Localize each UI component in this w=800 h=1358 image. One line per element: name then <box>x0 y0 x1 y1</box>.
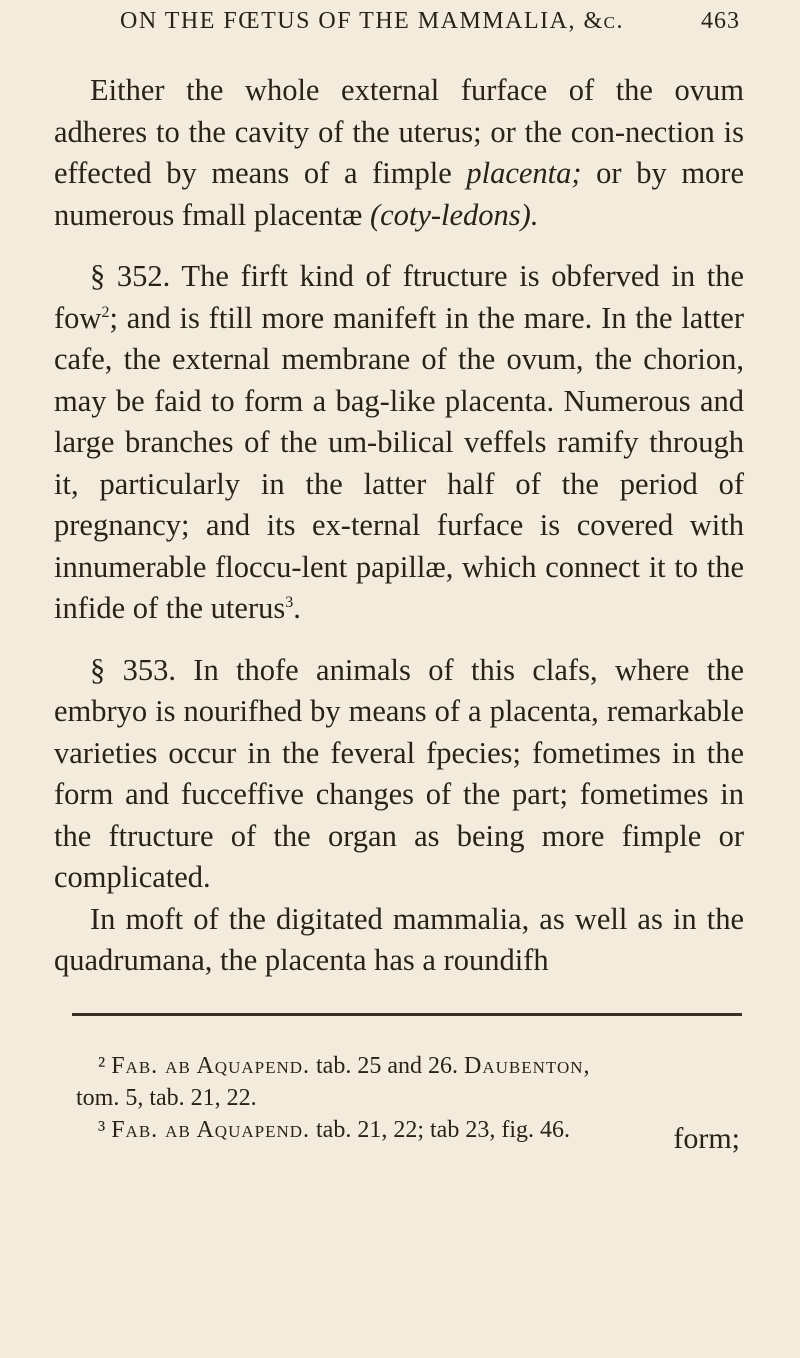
footnote-mark: ² <box>98 1053 106 1079</box>
body-text <box>54 70 744 982</box>
text-run: ; and is ftill more manifeft in the mare. In the latter cafe, the external membrane of the ovum, the chorion, may be faid to form a bag-like placenta. Numerous and large branches of the um-bilical veffels ramify through it, particularly in the latter half of the period of pregnancy; and its ex-ternal furface is covered with innumerable floccu-lent papillæ, which connect it to the infide of the uterus <box>54 300 744 625</box>
footnote-source: Daubenton, <box>464 1053 591 1079</box>
catchword: form; <box>673 1122 740 1155</box>
text-run: or by more numerous fmall placentæ <box>54 156 744 232</box>
paragraph-1 <box>54 70 744 236</box>
italic-term: placenta; <box>466 156 582 190</box>
paragraph-352 <box>54 256 744 630</box>
footnote-2 <box>76 1050 742 1082</box>
footnote-ref: 3 <box>285 593 294 611</box>
footnote-mark: ³ <box>98 1117 106 1143</box>
footnote-source: Fab. ab Aquapend. <box>111 1053 311 1079</box>
footnote-2-cont: tom. 5, tab. 21, 22. <box>76 1085 257 1111</box>
text-run: The firft kind of ftructure is obferved in the fow <box>54 259 745 335</box>
section-number: § 352. <box>90 259 171 293</box>
footnotes <box>76 1050 742 1146</box>
footnote-ref: 2 <box>101 303 110 321</box>
text-run: . <box>293 591 301 625</box>
footnote-rule <box>72 1013 742 1016</box>
italic-term: (coty-ledons). <box>369 197 539 232</box>
text-run: Either the whole external furface of the ovum adheres to the cavity of the uterus; or the con-nection is effected by means of a fimple <box>54 73 744 190</box>
paragraph-353 <box>54 650 744 899</box>
paragraph-4: In moft of the digitated mammalia, as well as in the quadrumana, the placenta has a roundifh <box>54 901 744 977</box>
page-number: 463 <box>701 8 740 34</box>
text-run: tab. 21, 22; tab 23, fig. 46. <box>310 1117 570 1143</box>
footnote-3 <box>76 1114 742 1146</box>
text-run: tab. 25 and 26. <box>310 1053 464 1079</box>
running-title: ON THE FŒTUS OF THE MAMMALIA, &c. <box>120 8 624 34</box>
text-run: In thofe animals of this clafs, where the embryo is nourifhed by means of a placenta, remarkable varieties occur in the feveral fpecies; fometimes in the form and fucceffive changes of the part; fometimes in the ftructure of the organ as being more fimple or complicated. <box>54 652 745 894</box>
running-header <box>120 8 740 35</box>
footnote-source: Fab. ab Aquapend. <box>111 1117 311 1143</box>
section-number: § 353. <box>90 652 176 687</box>
